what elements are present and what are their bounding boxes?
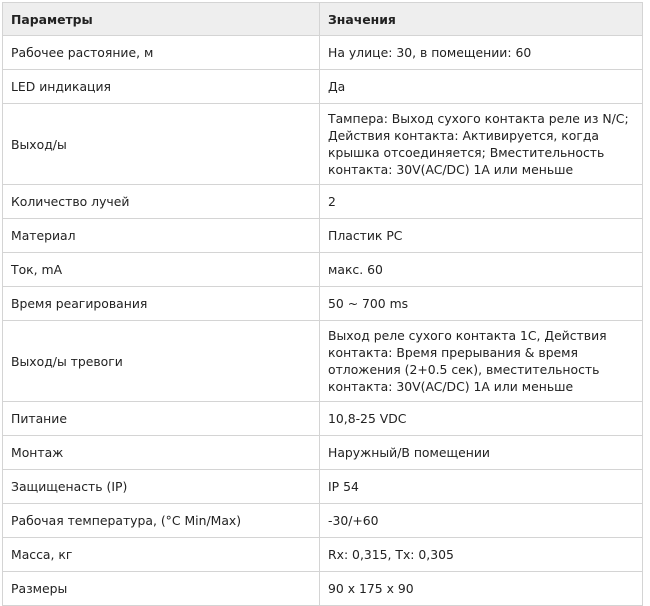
specs-table xyxy=(2,2,643,606)
table-row xyxy=(3,572,643,606)
parameter-cell: LED индикация xyxy=(3,70,320,104)
table-row xyxy=(3,70,643,104)
table-row xyxy=(3,402,643,436)
parameter-cell: Выход/ы тревоги xyxy=(3,321,320,402)
parameter-cell: Ток, mA xyxy=(3,253,320,287)
parameter-cell: Рабочее растояние, м xyxy=(3,36,320,70)
parameter-cell: Материал xyxy=(3,219,320,253)
table-row xyxy=(3,185,643,219)
parameter-cell: Выход/ы xyxy=(3,104,320,185)
value-cell: Да xyxy=(320,70,643,104)
value-cell: Тампера: Выход сухого контакта реле из N/C; Действия контакта: Активируется, когда крышка отсоединяется; Вместительность контакта: 30V(AC/DC) 1A или меньше xyxy=(320,104,643,185)
table-row xyxy=(3,36,643,70)
parameter-cell: Монтаж xyxy=(3,436,320,470)
header-parameters: Параметры xyxy=(3,3,320,36)
table-row xyxy=(3,470,643,504)
parameter-cell: Размеры xyxy=(3,572,320,606)
value-cell: Rx: 0,315, Tx: 0,305 xyxy=(320,538,643,572)
table-row xyxy=(3,436,643,470)
value-cell: Пластик PC xyxy=(320,219,643,253)
value-cell: 10,8-25 VDC xyxy=(320,402,643,436)
value-cell: 50 ~ 700 ms xyxy=(320,287,643,321)
parameter-cell: Рабочая температура, (°C Min/Max) xyxy=(3,504,320,538)
value-cell: -30/+60 xyxy=(320,504,643,538)
value-cell: макс. 60 xyxy=(320,253,643,287)
value-cell: На улице: 30, в помещении: 60 xyxy=(320,36,643,70)
value-cell: IP 54 xyxy=(320,470,643,504)
table-row xyxy=(3,253,643,287)
value-cell: Наружный/В помещении xyxy=(320,436,643,470)
table-row xyxy=(3,504,643,538)
table-row xyxy=(3,321,643,402)
parameter-cell: Время реагирования xyxy=(3,287,320,321)
table-row xyxy=(3,219,643,253)
table-header-row xyxy=(3,3,643,36)
parameter-cell: Количество лучей xyxy=(3,185,320,219)
table-row xyxy=(3,287,643,321)
parameter-cell: Питание xyxy=(3,402,320,436)
specs-table-container xyxy=(2,2,642,606)
header-values: Значения xyxy=(320,3,643,36)
value-cell: 90 x 175 x 90 xyxy=(320,572,643,606)
parameter-cell: Масса, кг xyxy=(3,538,320,572)
parameter-cell: Защищенасть (IP) xyxy=(3,470,320,504)
value-cell: 2 xyxy=(320,185,643,219)
table-row xyxy=(3,538,643,572)
table-row xyxy=(3,104,643,185)
value-cell: Выход реле сухого контакта 1C, Действия контакта: Время прерывания & время отложения (2+0.5 сек), вместительность контакта: 30V(AC/DC) 1A или меньше xyxy=(320,321,643,402)
